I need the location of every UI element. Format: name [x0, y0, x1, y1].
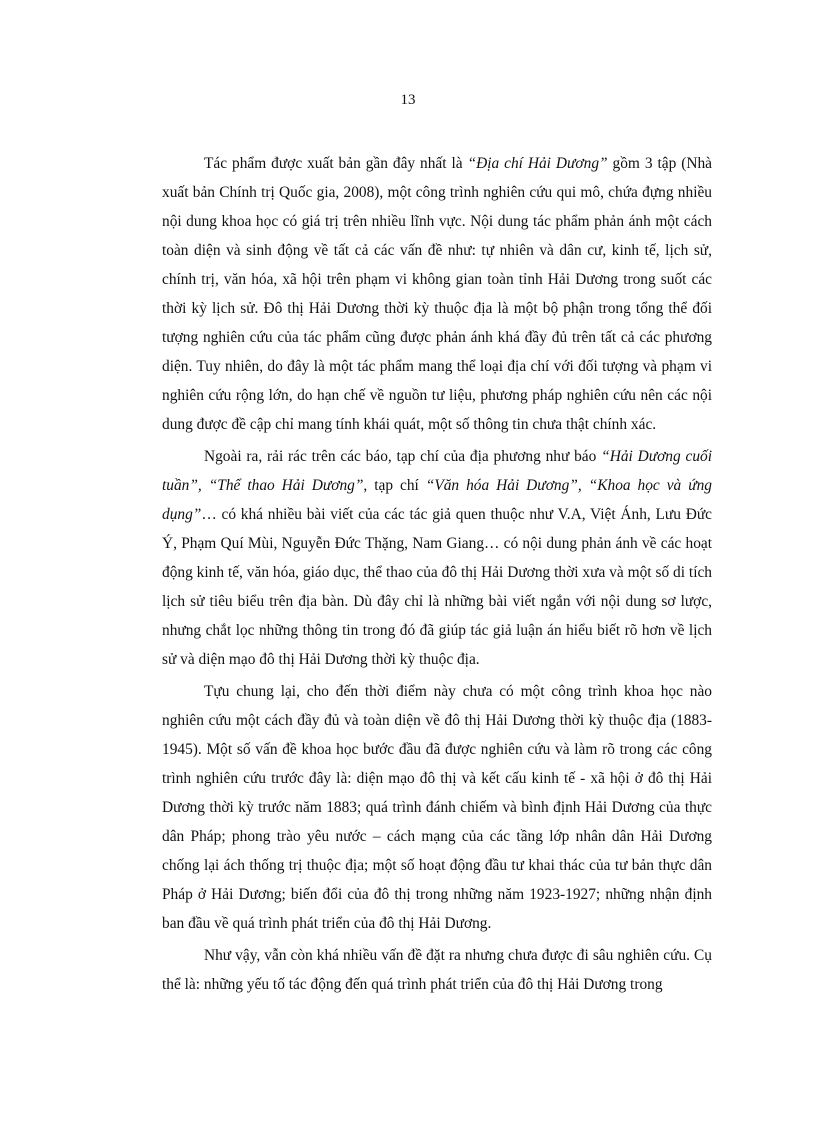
- magazine-titles-italic: “Văn hóa Hải Dương”, “Khoa học và ứng dụng”: [162, 477, 713, 523]
- paragraph-4: Như vậy, vẫn còn khá nhiều vấn đề đặt ra nhưng chưa được đi sâu nghiên cứu. Cụ thể là: những yếu tố tác động đến quá trình phát triển của đô thị Hải Dương trong: [162, 947, 712, 993]
- paragraph-2-text-cont: … có khá nhiều bài viết của các tác giả quen thuộc như V.A, Việt Ánh, Lưu Đức Ý, Phạm Quí Mùi, Nguyễn Đức Thặng, Nam Giang… có nội dung phản ánh về các hoạt động kinh tế, văn hóa, giáo dục, thể thao của đô thị Hải Dương thời xưa và một số di tích lịch sử tiêu biểu trên địa bàn. Dù đây chỉ là những bài viết ngắn với nội dung sơ lược, nhưng chắt lọc những thông tin trong đó đã giúp tác giả luận án hiểu biết rõ hơn về lịch sử và diện mạo đô thị Hải Dương thời kỳ thuộc địa.: [162, 506, 712, 668]
- page-number: 13: [400, 92, 416, 108]
- paragraph-1-text: Tác phẩm được xuất bản gần đây nhất là: [204, 155, 468, 172]
- paragraph-2: [162, 442, 712, 674]
- paragraph-1: [162, 149, 712, 439]
- book-title-italic: “Địa chí Hải Dương”: [467, 155, 608, 172]
- paragraph-2-text-mid: , tạp chí: [363, 477, 426, 494]
- paragraph-1-text-cont: gồm 3 tập (Nhà xuất bản Chính trị Quốc gia, 2008), một công trình nghiên cứu qui mô, chứa đựng nhiều nội dung khoa học có giá trị trên nhiều lĩnh vực. Nội dung tác phẩm phản ánh một cách toàn diện và sinh động về tất cả các vấn đề như: tự nhiên và dân cư, kinh tế, lịch sử, chính trị, văn hóa, xã hội trên phạm vi không gian toàn tỉnh Hải Dương trong suốt các thời kỳ lịch sử. Đô thị Hải Dương thời kỳ thuộc địa là một bộ phận trong tổng thể đối tượng nghiên cứu của tác phẩm cũng được phản ánh khá đầy đủ trên tất cả các phương diện. Tuy nhiên, do đây là một tác phẩm mang thể loại địa chí với đối tượng và phạm vi nghiên cứu rộng lớn, do hạn chế về nguồn tư liệu, phương pháp nghiên cứu nên các nội dung được đề cập chỉ mang tính khái quát, một số thông tin chưa thật chính xác.: [162, 155, 712, 433]
- newspaper-titles-italic: “Hải Dương cuối tuần”, “Thể thao Hải Dương”: [162, 448, 713, 494]
- body-text: [162, 149, 712, 1002]
- paragraph-3: Tựu chung lại, cho đến thời điểm này chưa có một công trình khoa học nào nghiên cứu một cách đầy đủ và toàn diện về đô thị Hải Dương thời kỳ thuộc địa (1883-1945). Một số vấn đề khoa học bước đầu đã được nghiên cứu và làm rõ trong các công trình nghiên cứu trước đây là: diện mạo đô thị và kết cấu kinh tế - xã hội ở đô thị Hải Dương thời kỳ trước năm 1883; quá trình đánh chiếm và bình định Hải Dương của thực dân Pháp; phong trào yêu nước – cách mạng của các tầng lớp nhân dân Hải Dương chống lại ách thống trị thuộc địa; một số hoạt động đầu tư khai thác của tư bản thực dân Pháp ở Hải Dương; biến đổi của đô thị trong những năm 1923-1927; những nhận định ban đầu về quá trình phát triển của đô thị Hải Dương.: [162, 683, 712, 932]
- paragraph-2-text: Ngoài ra, rải rác trên các báo, tạp chí của địa phương như báo: [204, 448, 602, 465]
